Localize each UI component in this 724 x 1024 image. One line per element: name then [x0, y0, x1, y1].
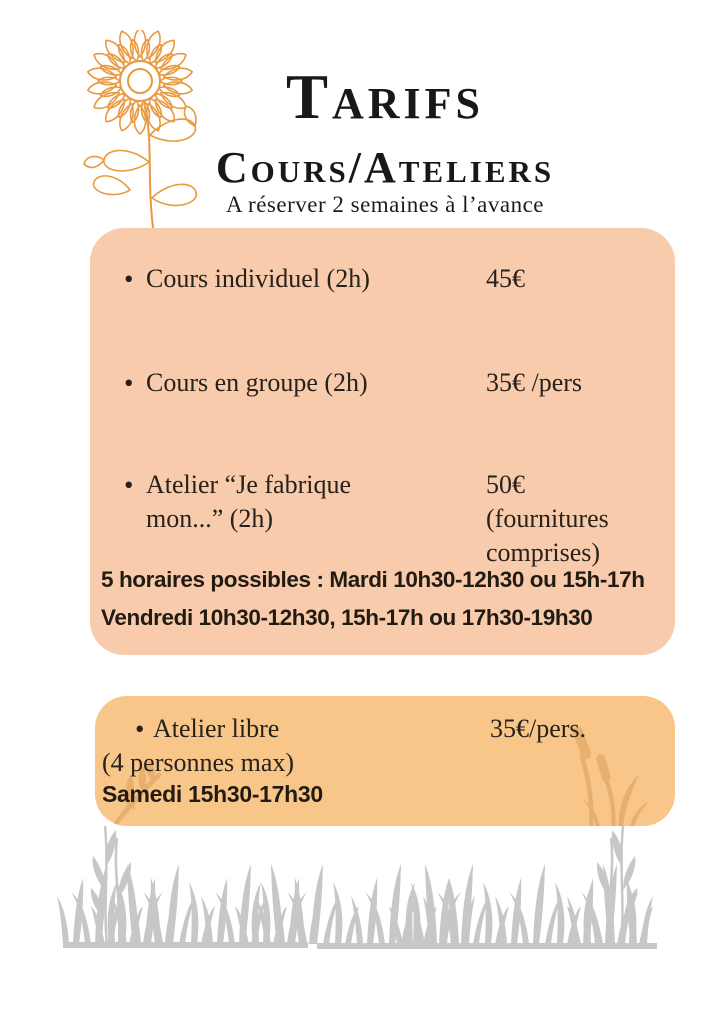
booking-notice: A réserver 2 semaines à l’avance	[225, 192, 545, 217]
course-item-price	[486, 366, 666, 400]
pricing-card-courses	[90, 228, 675, 655]
course-item-price-line: 45€	[486, 264, 525, 293]
pricing-card-open-workshop	[95, 696, 675, 826]
open-workshop-schedule: Samedi 15h30-17h30	[102, 781, 323, 807]
open-workshop-label-line: Atelier libre	[153, 714, 280, 743]
course-item-price	[486, 468, 666, 570]
grass-illustration	[55, 820, 670, 960]
capacity-note: (4 personnes max)	[102, 748, 295, 777]
course-item-price	[486, 262, 666, 296]
bullet-icon: •	[124, 368, 134, 398]
course-item-label	[146, 366, 476, 400]
course-item-label	[146, 262, 476, 296]
course-item-label-line: Atelier “Je fabrique	[146, 470, 352, 499]
course-item-price-line: 35€ /pers	[486, 368, 583, 397]
schedule-line: 5 horaires possibles : Mardi 10h30-12h30 ou 15h-17h	[101, 567, 645, 592]
page-subtitle: Cours/Ateliers	[215, 143, 555, 192]
course-item-price-line: (fournitures	[486, 504, 609, 533]
course-item-label-line: mon...” (2h)	[146, 504, 274, 533]
course-item-label-line: Cours individuel (2h)	[146, 264, 370, 293]
schedule-line: Vendredi 10h30-12h30, 15h-17h ou 17h30-19h30	[101, 605, 593, 630]
course-item-label-line: Cours en groupe (2h)	[146, 368, 368, 397]
page-title: Tarifs	[285, 62, 485, 132]
bullet-icon: •	[124, 470, 134, 500]
bullet-icon: •	[135, 714, 145, 744]
course-item-label	[146, 468, 476, 536]
open-workshop-price-line: 35€/pers.	[490, 714, 587, 743]
bullet-icon: •	[124, 264, 134, 294]
open-workshop-label	[153, 712, 483, 746]
course-item-price-line: 50€	[486, 470, 525, 499]
open-workshop-price	[490, 712, 670, 746]
course-item-price-line: comprises)	[486, 538, 601, 567]
